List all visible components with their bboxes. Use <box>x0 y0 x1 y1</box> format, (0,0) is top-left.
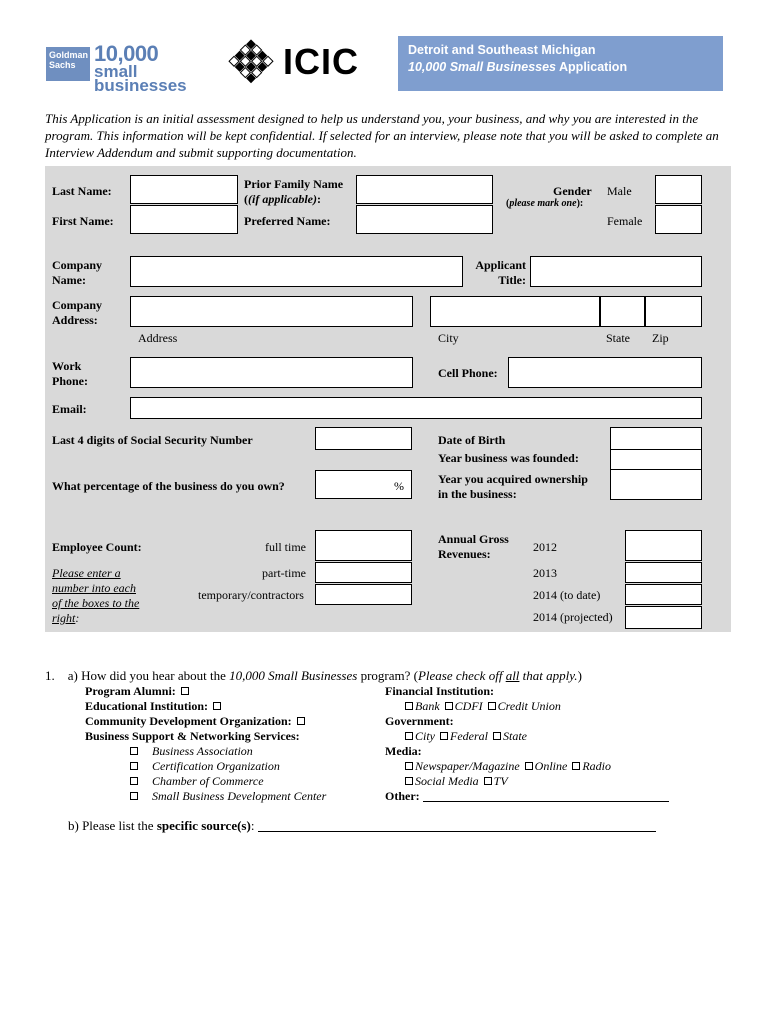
preferred-name-input[interactable] <box>356 205 493 234</box>
media-options-2: Social Media TV <box>403 774 508 789</box>
first-name-label: First Name: <box>52 214 114 228</box>
radio-checkbox[interactable] <box>572 762 580 770</box>
preferred-name-label: Preferred Name: <box>244 214 331 228</box>
work-phone-input[interactable] <box>130 357 413 388</box>
revenue-2014-label: 2014 (to date) <box>533 588 601 602</box>
tv-checkbox[interactable] <box>484 777 492 785</box>
business-association-option[interactable]: Business Association <box>128 744 253 759</box>
question-1a: 1. a) How did you hear about the 10,000 Small Businesses program? (Please check off all that apply.) <box>45 668 582 683</box>
question-1b: b) Please list the specific source(s): <box>68 818 656 834</box>
part-time-input[interactable] <box>315 562 412 583</box>
part-time-label: part-time <box>262 566 306 580</box>
zip-input[interactable] <box>645 296 702 327</box>
revenue-2014-projected-input[interactable] <box>625 606 702 629</box>
bank-checkbox[interactable] <box>405 702 413 710</box>
government-options: City Federal State <box>403 729 527 744</box>
zip-caption: Zip <box>652 331 669 345</box>
certification-checkbox[interactable] <box>130 762 138 770</box>
sbdc-checkbox[interactable] <box>130 792 138 800</box>
year-acquired-label: Year you acquired ownership in the business: <box>438 472 588 501</box>
male-label: Male <box>607 184 632 198</box>
dob-input[interactable] <box>610 427 702 450</box>
male-checkbox[interactable] <box>655 175 702 204</box>
city-input[interactable] <box>430 296 600 327</box>
icic-emblem-icon <box>225 37 277 87</box>
cdo-option[interactable]: Community Development Organization: <box>85 714 307 729</box>
last-name-input[interactable] <box>130 175 238 204</box>
financial-options: Bank CDFI Credit Union <box>403 699 561 714</box>
intro-paragraph: This Application is an initial assessment designed to help us understand you, your business, and why you are interested in the program. This information will be kept confidential. If selected for an interview, please note that you will be asked to complete an Interview Addendum and submit supporting documentation. <box>45 111 719 160</box>
program-alumni-option[interactable]: Program Alumni: <box>85 684 191 699</box>
ssn-input[interactable] <box>315 427 412 450</box>
financial-heading: Financial Institution: <box>385 684 495 698</box>
program-alumni-checkbox[interactable] <box>181 687 189 695</box>
temporary-input[interactable] <box>315 584 412 605</box>
prior-family-name-label: Prior Family Name ((if applicable): <box>244 177 344 206</box>
first-name-input[interactable] <box>130 205 238 234</box>
media-options-1: Newspaper/Magazine Online Radio <box>403 759 611 774</box>
state-caption: State <box>606 331 630 345</box>
specific-source-input-line[interactable] <box>258 831 656 832</box>
revenue-2014-input[interactable] <box>625 584 702 605</box>
goldman-sachs-badge: Goldman Sachs <box>46 47 90 81</box>
gender-label: Gender <box>553 184 592 198</box>
temporary-label: temporary/contractors <box>198 588 304 602</box>
email-input[interactable] <box>130 397 702 419</box>
company-address-label: Company Address: <box>52 298 103 327</box>
company-name-input[interactable] <box>130 256 463 287</box>
business-support-heading: Business Support & Networking Services: <box>85 729 300 743</box>
last-name-label: Last Name: <box>52 184 112 198</box>
prior-family-name-input[interactable] <box>356 175 493 204</box>
icic-logo: ICIC <box>225 37 360 87</box>
revenue-2013-label: 2013 <box>533 566 557 580</box>
year-founded-input[interactable] <box>610 449 702 470</box>
employee-instructions: Please enter a number into each of the boxes to the right: <box>52 566 140 625</box>
applicant-title-label: Applicant Title: <box>475 258 526 287</box>
revenue-2013-input[interactable] <box>625 562 702 583</box>
cdo-checkbox[interactable] <box>297 717 305 725</box>
business-association-checkbox[interactable] <box>130 747 138 755</box>
dob-label: Date of Birth <box>438 433 506 447</box>
female-checkbox[interactable] <box>655 205 702 234</box>
credit-union-checkbox[interactable] <box>488 702 496 710</box>
sbdc-option[interactable]: Small Business Development Center <box>128 789 326 804</box>
email-label: Email: <box>52 402 87 416</box>
year-founded-label: Year business was founded: <box>438 451 579 465</box>
please-mark-one-label: (please mark one): <box>506 198 584 209</box>
online-checkbox[interactable] <box>525 762 533 770</box>
full-time-input[interactable] <box>315 530 412 561</box>
revenue-2012-input[interactable] <box>625 530 702 561</box>
address-input[interactable] <box>130 296 413 327</box>
cell-phone-label: Cell Phone: <box>438 366 498 380</box>
city-caption: City <box>438 331 459 345</box>
cell-phone-input[interactable] <box>508 357 702 388</box>
address-caption: Address <box>138 331 178 345</box>
government-heading: Government: <box>385 714 454 728</box>
percent-sign: % <box>394 479 404 493</box>
goldman-sachs-10000-logo: Goldman Sachs 10,000 small businesses <box>46 43 206 93</box>
gov-state-checkbox[interactable] <box>493 732 501 740</box>
female-label: Female <box>607 214 643 228</box>
program-banner: Detroit and Southeast Michigan 10,000 Small Businesses Application <box>398 36 723 91</box>
educational-checkbox[interactable] <box>213 702 221 710</box>
other-option: Other: <box>385 789 669 804</box>
full-time-label: full time <box>265 540 306 554</box>
employee-count-label: Employee Count: <box>52 540 142 554</box>
applicant-title-input[interactable] <box>530 256 702 287</box>
cdfi-checkbox[interactable] <box>445 702 453 710</box>
certification-option[interactable]: Certification Organization <box>128 759 280 774</box>
state-input[interactable] <box>600 296 645 327</box>
revenue-2014-projected-label: 2014 (projected) <box>533 610 613 624</box>
educational-option[interactable]: Educational Institution: <box>85 699 223 714</box>
annual-gross-revenues-label: Annual Gross Revenues: <box>438 532 509 561</box>
company-name-label: Company Name: <box>52 258 103 287</box>
gov-city-checkbox[interactable] <box>405 732 413 740</box>
work-phone-label: Work Phone: <box>52 359 88 388</box>
media-heading: Media: <box>385 744 422 758</box>
year-acquired-input[interactable] <box>610 469 702 500</box>
newspaper-checkbox[interactable] <box>405 762 413 770</box>
chamber-checkbox[interactable] <box>130 777 138 785</box>
ownership-percent-label: What percentage of the business do you own? <box>52 479 285 493</box>
other-input-line[interactable] <box>423 801 669 802</box>
revenue-2012-label: 2012 <box>533 540 557 554</box>
ssn-label: Last 4 digits of Social Security Number <box>52 433 253 447</box>
chamber-option[interactable]: Chamber of Commerce <box>128 774 264 789</box>
social-media-checkbox[interactable] <box>405 777 413 785</box>
gov-federal-checkbox[interactable] <box>440 732 448 740</box>
